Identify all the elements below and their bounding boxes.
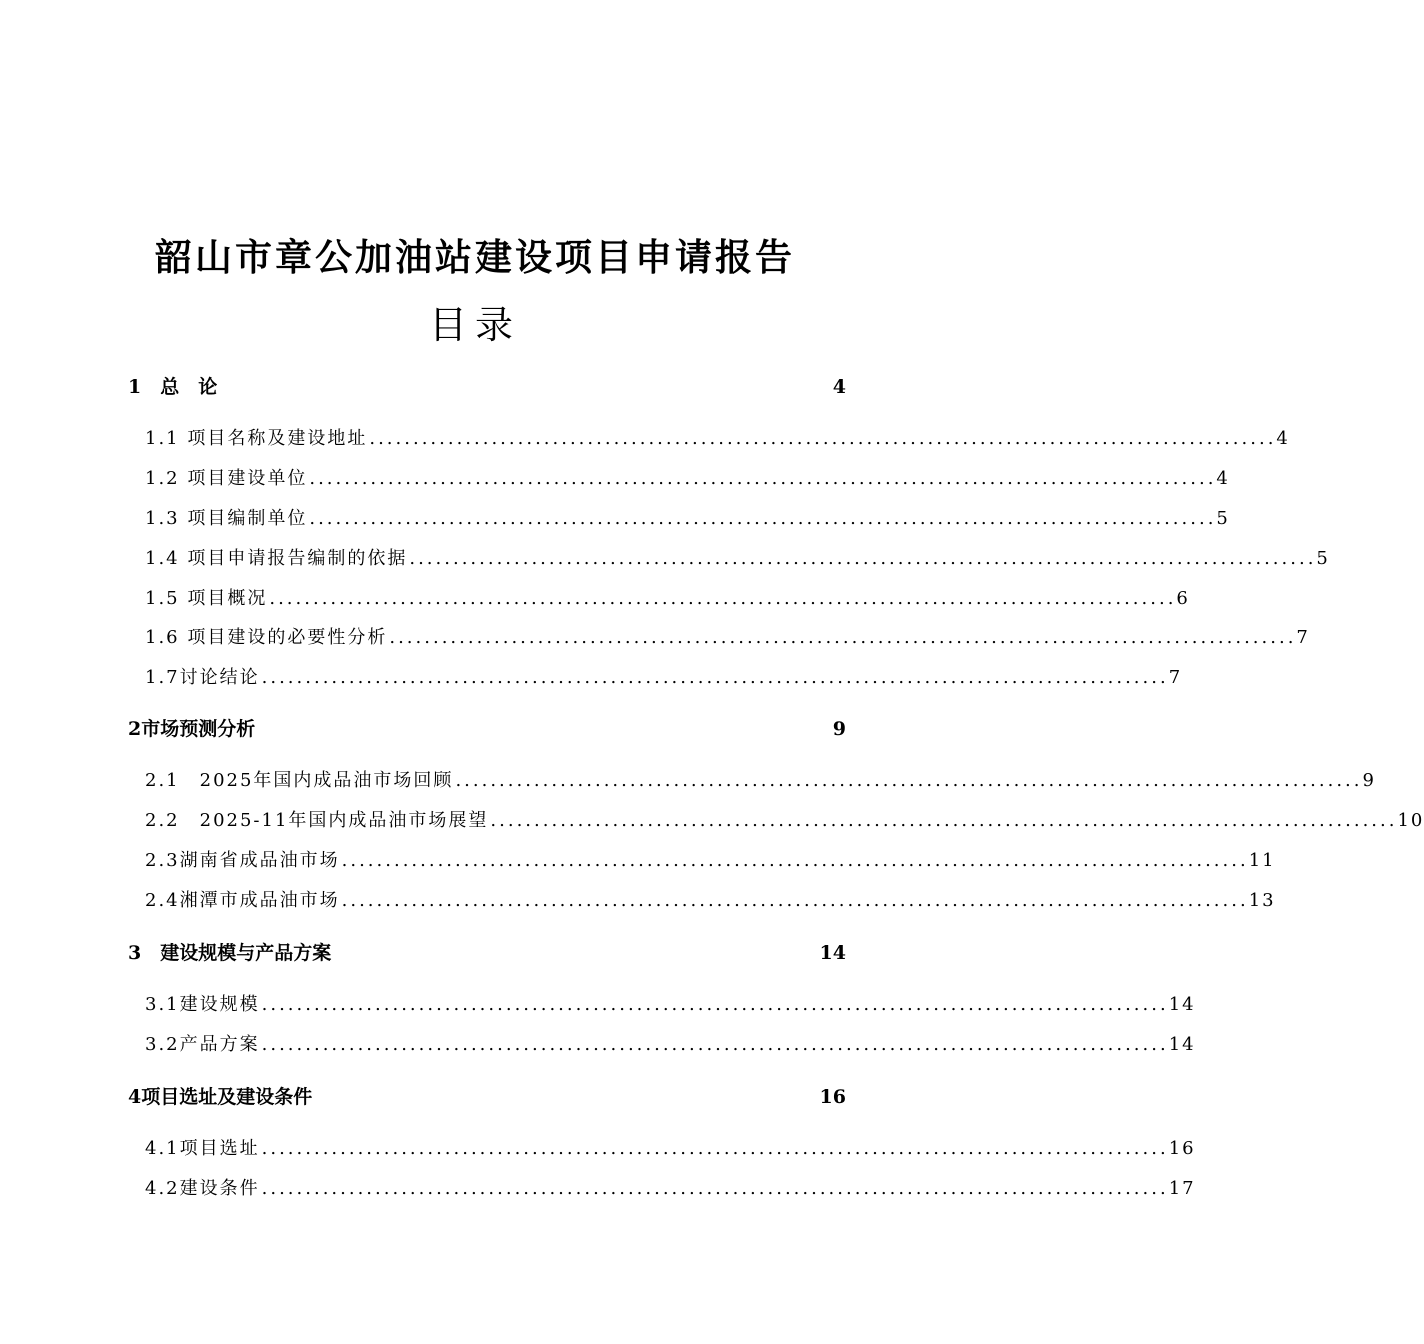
toc-page-number: 13	[1248, 890, 1276, 911]
toc-section[interactable]	[145, 990, 1196, 1018]
toc-label: 1 总 论	[128, 376, 218, 398]
toc-section[interactable]	[145, 584, 1190, 612]
toc-page-number: 9	[1362, 770, 1376, 791]
toc-label: 2.1 2025年国内成品油市场回顾	[145, 770, 454, 791]
toc-label: 4.1项目选址	[145, 1138, 260, 1159]
toc-dot-leader: ........................................................................................................	[261, 1178, 1169, 1199]
toc-page-number: 14	[1168, 994, 1196, 1015]
toc-chapter[interactable]	[128, 938, 846, 968]
toc-section[interactable]	[145, 846, 1276, 874]
toc-section[interactable]	[145, 663, 1183, 691]
toc-label: 1.1 项目名称及建设地址	[145, 428, 368, 449]
toc-label: 1.3 项目编制单位	[145, 508, 308, 529]
toc-section[interactable]	[145, 806, 1424, 834]
toc-label: 4.2建设条件	[145, 1178, 260, 1199]
toc-page-number: 7	[1168, 667, 1183, 688]
document-title: 韶山市章公加油站建设项目申请报告	[155, 236, 795, 279]
toc-label: 2.4湘潭市成品油市场	[145, 890, 340, 911]
toc-section[interactable]	[145, 424, 1290, 452]
toc-dot-leader: ........................................................................................................	[261, 1034, 1169, 1055]
toc-dot-leader: ........................................................................................................	[269, 588, 1177, 609]
toc-label: 2.2 2025-11年国内成品油市场展望	[145, 810, 489, 831]
toc-section[interactable]	[145, 766, 1376, 794]
toc-section[interactable]	[145, 1134, 1196, 1162]
toc-dot-leader: ........................................................................................................	[261, 667, 1169, 688]
toc-label: 3.1建设规模	[145, 994, 260, 1015]
toc-section[interactable]	[145, 464, 1230, 492]
toc-dot-leader: ........................................................................................................	[341, 850, 1249, 871]
toc-chapter[interactable]	[128, 372, 846, 402]
toc-page-number: 9	[832, 718, 846, 740]
toc-page-number: 10	[1397, 810, 1424, 831]
toc-page-number: 14	[819, 942, 846, 964]
toc-label: 1.7讨论结论	[145, 667, 260, 688]
toc-page-number: 11	[1248, 850, 1276, 871]
toc-section[interactable]	[145, 886, 1276, 914]
toc-page-number: 7	[1296, 627, 1310, 648]
toc-page-number: 17	[1168, 1178, 1196, 1199]
toc-page-number: 4	[832, 376, 846, 398]
toc-chapter[interactable]	[128, 1082, 846, 1112]
toc-label: 1.6 项目建设的必要性分析	[145, 627, 388, 648]
toc-page-number: 5	[1316, 548, 1330, 569]
toc-label: 2.3湖南省成品油市场	[145, 850, 340, 871]
toc-section[interactable]	[145, 544, 1330, 572]
toc-dot-leader: ........................................................................................................	[409, 548, 1317, 569]
toc-page-number: 16	[1168, 1138, 1196, 1159]
toc-label: 2市场预测分析	[128, 718, 256, 740]
toc-section[interactable]	[145, 504, 1230, 532]
toc-dot-leader: ........................................................................................................	[309, 508, 1217, 529]
toc-label: 1.2 项目建设单位	[145, 468, 308, 489]
toc-page-number: 14	[1168, 1034, 1196, 1055]
toc-dot-leader: ........................................................................................................	[261, 1138, 1169, 1159]
toc-dot-leader: ........................................................................................................	[341, 890, 1249, 911]
toc-label: 1.5 项目概况	[145, 588, 268, 609]
toc-label: 3.2产品方案	[145, 1034, 260, 1055]
toc-label: 3 建设规模与产品方案	[128, 942, 332, 964]
toc-section[interactable]	[145, 1174, 1196, 1202]
toc-dot-leader: ........................................................................................................	[369, 428, 1277, 449]
toc-dot-leader: ........................................................................................................	[389, 627, 1297, 648]
toc-page-number: 6	[1176, 588, 1190, 609]
toc-label: 4项目选址及建设条件	[128, 1086, 313, 1108]
toc-page-number: 16	[819, 1086, 846, 1108]
toc-label: 1.4 项目申请报告编制的依据	[145, 548, 408, 569]
toc-chapter[interactable]	[128, 714, 846, 744]
toc-dot-leader: ........................................................................................................	[261, 994, 1169, 1015]
toc-heading: 目录	[428, 303, 521, 347]
toc-page-number: 5	[1216, 508, 1230, 529]
toc-dot-leader: ........................................................................................................	[490, 810, 1398, 831]
toc-dot-leader: ........................................................................................................	[309, 468, 1217, 489]
toc-dot-leader: ........................................................................................................	[455, 770, 1363, 791]
toc-section[interactable]	[145, 1030, 1196, 1058]
toc-page-number: 4	[1276, 428, 1290, 449]
toc-page-number: 4	[1216, 468, 1230, 489]
toc-section[interactable]	[145, 623, 1310, 651]
